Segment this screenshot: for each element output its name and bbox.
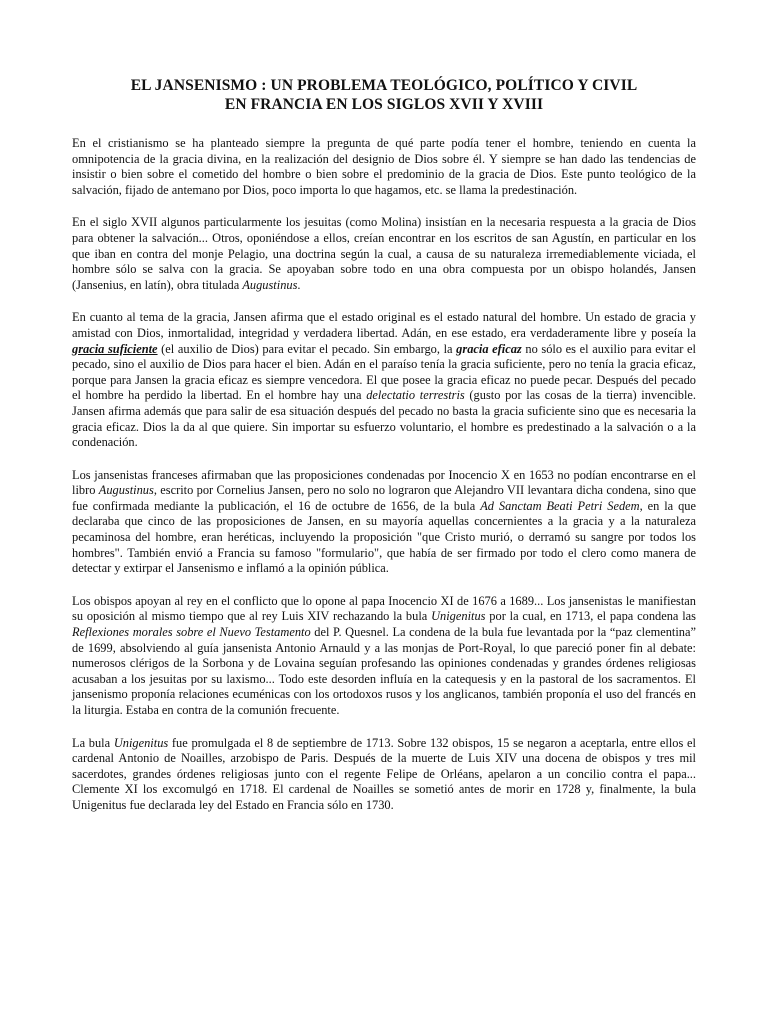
text-run: Los jansenistas franceses afirmaban que las proposiciones condenadas por Inocencio X en 1653 no podían encontrarse en el libro	[72, 467, 696, 498]
paragraph-2	[72, 215, 696, 293]
text-run: En cuanto al tema de la gracia, Jansen afirma que el estado original es el estado natural del hombre. Un estado de gracia y amistad con Dios, inmortalidad, integridad y verdadera libertad. Adán, en ese estado, era verdaderamente libre y poseía la	[72, 310, 696, 340]
text-run: fue promulgada el 8 de septiembre de 1713. Sobre 132 obispos, 15 se negaron a aceptarla, entre ellos el cardenal Antonio de Noailles, arzobispo de Paris. Después de la muerte de Luis XIV una docena de obispos y tres mil sacerdotes, grandes órdenes religiosas junto con el regente Felipe de Orléans, apelaron a un concilio contra el papa... Clemente XI los excomulgó en 1718. El cardenal de Noailles se sometió antes de morir en 1728 y, finalmente, la bula Unigenitus fue declarada ley del Estado en Francia sólo en 1730.	[72, 735, 696, 812]
italic-title: Augustinus	[98, 483, 154, 498]
paragraph-6	[72, 736, 696, 814]
emphasis-term: gracia eficaz	[456, 341, 522, 356]
title-line-2: EN FRANCIA EN LOS SIGLOS XVII Y XVIII	[224, 96, 544, 113]
text-run: En el siglo XVII algunos particularmente los jesuitas (como Molina) insistían en la necesaria respuesta a la gracia de Dios para obtener la salvación... Otros, oponiéndose a ellos, creían encontrar en los escritos de san Agustín, en particular en los que iban en contra del monje Pelagio, una doctrina según la cual, a causa de su naturaleza irremediablemente viciada, el hombre sólo se salva con la gracia. Se apoyaban sobre todo en una obra compuesta por un obispo holandés, Jansen (Jansenius, en latín), obra titulada	[72, 215, 696, 292]
text-run: (gusto por las cosas de la tierra) invencible. Jansen afirma además que para salir de esa situación después del pecado no basta la gracia suficiente sino que es necesaria la gracia eficaz. Dios la da al que quiere. Sin importar su esfuerzo voluntario, el hombre es predestinado a la salvación o a la condenación.	[72, 388, 696, 450]
text-run: , escrito por Cornelius Jansen, pero no solo no lograron que Alejandro VII levantara dicha condena, sino que fue confirmada mediante la publicación, el 16 de octubre de 1656, de la bula	[72, 483, 696, 513]
italic-title: Augustinus	[242, 277, 298, 292]
text-run: del P. Quesnel. La condena de la bula fue levantada por la “paz clementina” de 1699, absolviendo al guía jansenista Antonio Arnauld y a las monjas de Port-Royal, lo que pareció poner fin al debate: numerosos clérigos de la Sorbona y de Lovaina seguían profesando las opiniones condenadas y grandes órdenes religiosas acusaban a los jesuitas por su laxismo... Todo este desorden influía en la catequesis y en la pastoral de los sacramentos. El jansenismo proponía relaciones ecuménicas con los ortodoxos rusos y los anglicanos, también proponía el uso del francés en la liturgia. Estaba en contra de la comunión frecuente.	[72, 625, 696, 717]
paragraph-5	[72, 594, 696, 719]
italic-title: Unigenitus	[431, 609, 486, 624]
paragraph-1	[72, 136, 696, 198]
text-run: En el cristianismo se ha planteado siempre la pregunta de qué parte podía tener el hombre, teniendo en cuenta la omnipotencia de la gracia divina, en la realización del designio de Dios sobre él. Y siempre se han dado las tendencias de insistir o bien sobre el cometido del hombre o bien sobre el predominio de la gracia de Dios. Este punto teológico de la salvación, fijado de antemano por Dios, poco importa lo que hagamos, etc. se llama la predestinación.	[72, 136, 696, 197]
text-run: no sólo es el auxilio para evitar el pecado, sino el auxilio de Dios para hacer el bien. Adán en el paraíso tenía la gracia suficiente, pero no tenía la gracia eficaz, porque para Jansen la gracia eficaz es siempre vencedora. El que posee la gracia eficaz no puede pecar. Después del pecado el hombre ha perdido la libertad. En el hombre hay una	[72, 341, 696, 403]
document-title	[72, 76, 696, 114]
paragraph-3	[72, 310, 696, 450]
text-run: .	[297, 277, 301, 292]
text-run: , en la que declaraba que cinco de las proposiciones de Jansen, en su mayoría aquellas concernientes a la gracia y a la naturaleza pecaminosa del hombre, eran heréticas, incluyendo la proposición "que Cristo murió, o derramó su sangre por todos los hombres". También envió a Francia su famoso "formulario", que había de ser firmado por todo el clero como manera de detectar y extirpar el Jansenismo e inflamó a la opinión pública.	[72, 498, 696, 576]
italic-term: delectatio terrestris	[366, 388, 465, 403]
title-line-1: EL JANSENISMO : UN PROBLEMA TEOLÓGICO, POLÍTICO Y CIVIL	[130, 77, 638, 94]
text-run: La bula	[72, 735, 114, 750]
text-run: Los obispos apoyan al rey en el conflicto que lo opone al papa Inocencio XI de 1676 a 1689... Los jansenistas le manifiestan su oposición al mismo tiempo que al rey Luis XIV rechazando la bula	[72, 593, 696, 624]
italic-title: Reflexiones morales sobre el Nuevo Testamento	[72, 625, 311, 640]
italic-title: Ad Sanctam Beati Petri Sedem	[480, 498, 640, 513]
emphasis-term: gracia suficiente	[72, 341, 158, 356]
text-run: (el auxilio de Dios) para evitar el pecado. Sin embargo, la	[157, 341, 457, 356]
text-run: por la cual, en 1713, el papa condena las	[485, 609, 696, 624]
italic-title: Unigenitus	[113, 735, 169, 750]
paragraph-4	[72, 468, 696, 577]
